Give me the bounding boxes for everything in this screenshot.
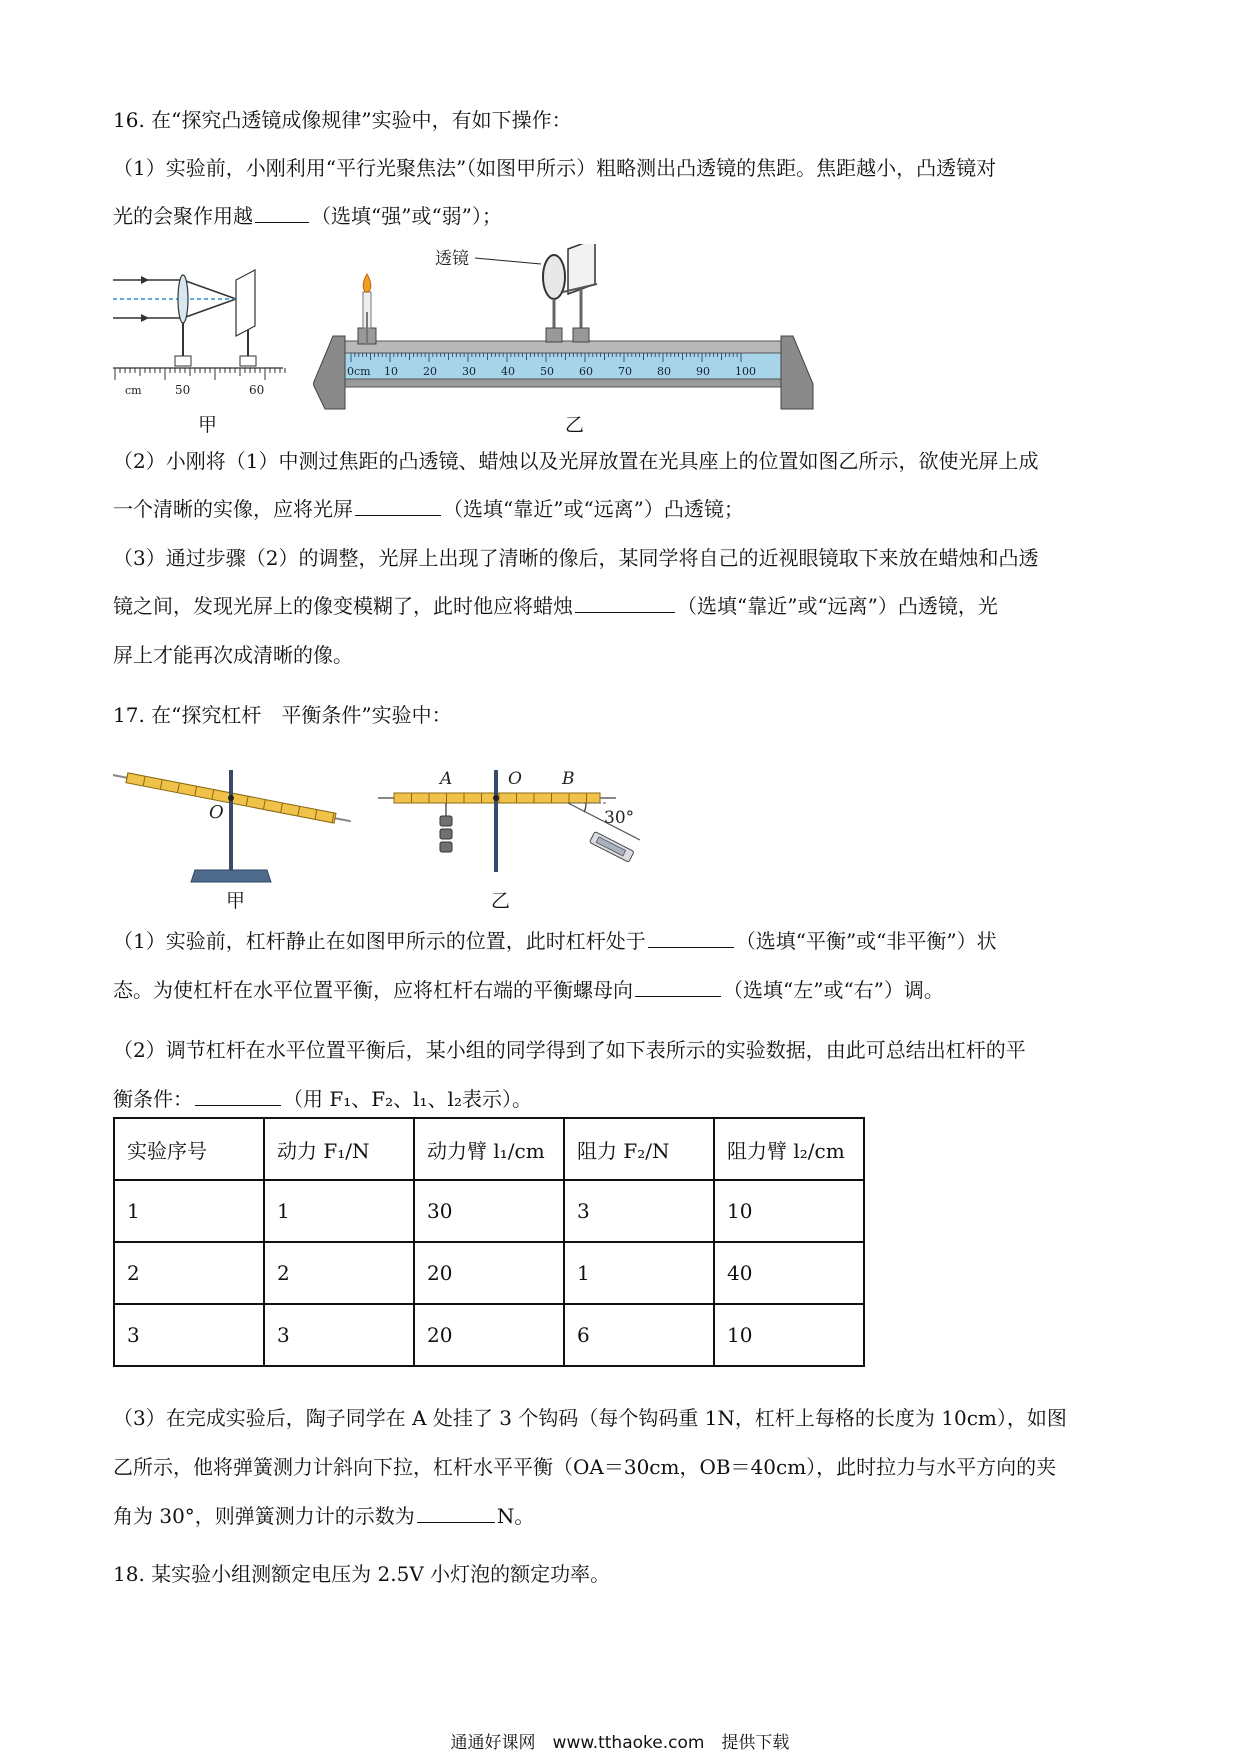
bench-scale-label: 100 bbox=[735, 365, 756, 378]
figure-17-jia bbox=[113, 760, 353, 888]
bench-scale-label: 20 bbox=[423, 365, 437, 378]
table-cell: 1 bbox=[264, 1180, 414, 1242]
text: N。 bbox=[496, 1504, 535, 1528]
figure-17-yi bbox=[378, 760, 658, 888]
table-cell: 动力 F₁/N bbox=[264, 1118, 414, 1180]
q17-part3-line2: 乙所示，他将弹簧测力计斜向下拉，杠杆水平平衡（OA＝30cm，OB＝40cm），此时拉力与水平方向的夹 bbox=[113, 1455, 1057, 1479]
table-row bbox=[114, 1242, 864, 1304]
text: （选填“左”或“右”）调。 bbox=[723, 978, 944, 1002]
figure-16-yi-caption: 乙 bbox=[565, 414, 585, 436]
q17-title: 17. 在“探究杠杆 平衡条件”实验中： bbox=[113, 703, 452, 727]
q17-part2-line2 bbox=[113, 1085, 532, 1113]
answer-blank[interactable] bbox=[417, 1502, 495, 1523]
text: （用 F₁、F₂、l₁、l₂表示）。 bbox=[283, 1087, 532, 1111]
answer-blank[interactable] bbox=[575, 592, 675, 613]
table-cell: 40 bbox=[714, 1242, 864, 1304]
answer-blank[interactable] bbox=[195, 1085, 281, 1106]
table-cell: 10 bbox=[714, 1304, 864, 1366]
q17-part2-line1: （2）调节杠杆在水平位置平衡后，某小组的同学得到了如下表所示的实验数据，由此可总结出杠杆的平 bbox=[113, 1038, 1026, 1062]
table-row bbox=[114, 1180, 864, 1242]
ruler-tick-60: 60 bbox=[249, 383, 265, 397]
q16-part2-line1: （2）小刚将（1）中测过焦距的凸透镜、蜡烛以及光屏放置在光具座上的位置如图乙所示，欲使光屏上成 bbox=[113, 449, 1039, 473]
table-cell: 20 bbox=[414, 1242, 564, 1304]
table-cell: 1 bbox=[564, 1242, 714, 1304]
bench-scale-label: 60 bbox=[579, 365, 593, 378]
answer-blank[interactable] bbox=[255, 202, 309, 223]
text: 一个清晰的实像，应将光屏 bbox=[113, 497, 353, 521]
figure-17-jia-caption: 甲 bbox=[226, 890, 246, 912]
table-cell: 动力臂 l₁/cm bbox=[414, 1118, 564, 1180]
answer-blank[interactable] bbox=[355, 495, 441, 516]
q16-part1-line1: （1）实验前，小刚利用“平行光聚焦法”（如图甲所示）粗略测出凸透镜的焦距。焦距越小，凸透镜对 bbox=[113, 156, 997, 180]
table-cell: 2 bbox=[264, 1242, 414, 1304]
bench-scale-label: 30 bbox=[462, 365, 476, 378]
table-cell: 2 bbox=[114, 1242, 264, 1304]
angle-label: 30° bbox=[604, 808, 635, 828]
q16-part3-line1: （3）通过步骤（2）的调整，光屏上出现了清晰的像后，某同学将自己的近视眼镜取下来放在蜡烛和凸透 bbox=[113, 546, 1039, 570]
q16-part3-line3: 屏上才能再次成清晰的像。 bbox=[113, 643, 353, 667]
bench-scale-label: 70 bbox=[618, 365, 632, 378]
q17-part1-line2 bbox=[113, 976, 944, 1004]
table-row bbox=[114, 1304, 864, 1366]
table-cell: 阻力臂 l₂/cm bbox=[714, 1118, 864, 1180]
point-o-label: O bbox=[508, 769, 522, 789]
q16-part2-line2 bbox=[113, 495, 744, 523]
text: 角为 30°，则弹簧测力计的示数为 bbox=[113, 1504, 415, 1528]
figure-17-yi-caption: 乙 bbox=[491, 890, 511, 912]
point-a-label: A bbox=[440, 769, 453, 789]
text: 镜之间，发现光屏上的像变模糊了，此时他应将蜡烛 bbox=[113, 594, 573, 618]
text: （选填“强”或“弱”）； bbox=[311, 204, 502, 228]
bench-scale-label: 10 bbox=[384, 365, 398, 378]
figure-16-yi bbox=[313, 244, 833, 414]
q17-part3-line3 bbox=[113, 1502, 534, 1530]
ruler-tick-50: 50 bbox=[175, 383, 191, 397]
point-b-label: B bbox=[562, 769, 575, 789]
footer: 通通好课网 www.tthaoke.com 提供下载 bbox=[450, 1733, 790, 1753]
text: （选填“平衡”或“非平衡”）状 bbox=[735, 929, 997, 953]
bench-scale-label: 80 bbox=[657, 365, 671, 378]
figure-16-jia bbox=[113, 258, 291, 408]
answer-blank[interactable] bbox=[648, 927, 734, 948]
bench-scale-label: 50 bbox=[540, 365, 554, 378]
text: 衡条件： bbox=[113, 1087, 193, 1111]
lens-label: 透镜 bbox=[435, 249, 469, 269]
table-cell: 30 bbox=[414, 1180, 564, 1242]
answer-blank[interactable] bbox=[635, 976, 721, 997]
q17-part3-line1: （3）在完成实验后，陶子同学在 A 处挂了 3 个钩码（每个钩码重 1N，杠杆上每格的长度为 10cm），如图 bbox=[113, 1406, 1067, 1430]
table-cell: 10 bbox=[714, 1180, 864, 1242]
text: （选填“靠近”或“远离”）凸透镜； bbox=[443, 497, 744, 521]
q16-part3-line2 bbox=[113, 592, 998, 620]
text: 光的会聚作用越 bbox=[113, 204, 253, 228]
pivot-label: O bbox=[209, 802, 224, 823]
table-header-row bbox=[114, 1118, 864, 1180]
bench-scale-label: 0cm bbox=[347, 365, 371, 378]
q16-part1-line2 bbox=[113, 202, 502, 230]
table-cell: 3 bbox=[564, 1180, 714, 1242]
text: （1）实验前，杠杆静止在如图甲所示的位置，此时杠杆处于 bbox=[113, 929, 646, 953]
table-cell: 3 bbox=[264, 1304, 414, 1366]
text: 态。为使杠杆在水平位置平衡，应将杠杆右端的平衡螺母向 bbox=[113, 978, 633, 1002]
q18-title: 18. 某实验小组测额定电压为 2.5V 小灯泡的额定功率。 bbox=[113, 1562, 611, 1586]
figure-16-jia-caption: 甲 bbox=[198, 414, 218, 436]
q16-title: 16. 在“探究凸透镜成像规律”实验中，有如下操作： bbox=[113, 108, 572, 132]
table-cell: 20 bbox=[414, 1304, 564, 1366]
q17-part1-line1 bbox=[113, 927, 997, 955]
text: （选填“靠近”或“远离”）凸透镜，光 bbox=[677, 594, 998, 618]
bench-scale-label: 40 bbox=[501, 365, 515, 378]
table-cell: 3 bbox=[114, 1304, 264, 1366]
bench-scale-label: 90 bbox=[696, 365, 710, 378]
table-cell: 1 bbox=[114, 1180, 264, 1242]
table-cell: 实验序号 bbox=[114, 1118, 264, 1180]
table-cell: 6 bbox=[564, 1304, 714, 1366]
ruler-unit: cm bbox=[125, 384, 142, 397]
table-cell: 阻力 F₂/N bbox=[564, 1118, 714, 1180]
experiment-data-table bbox=[113, 1117, 865, 1367]
